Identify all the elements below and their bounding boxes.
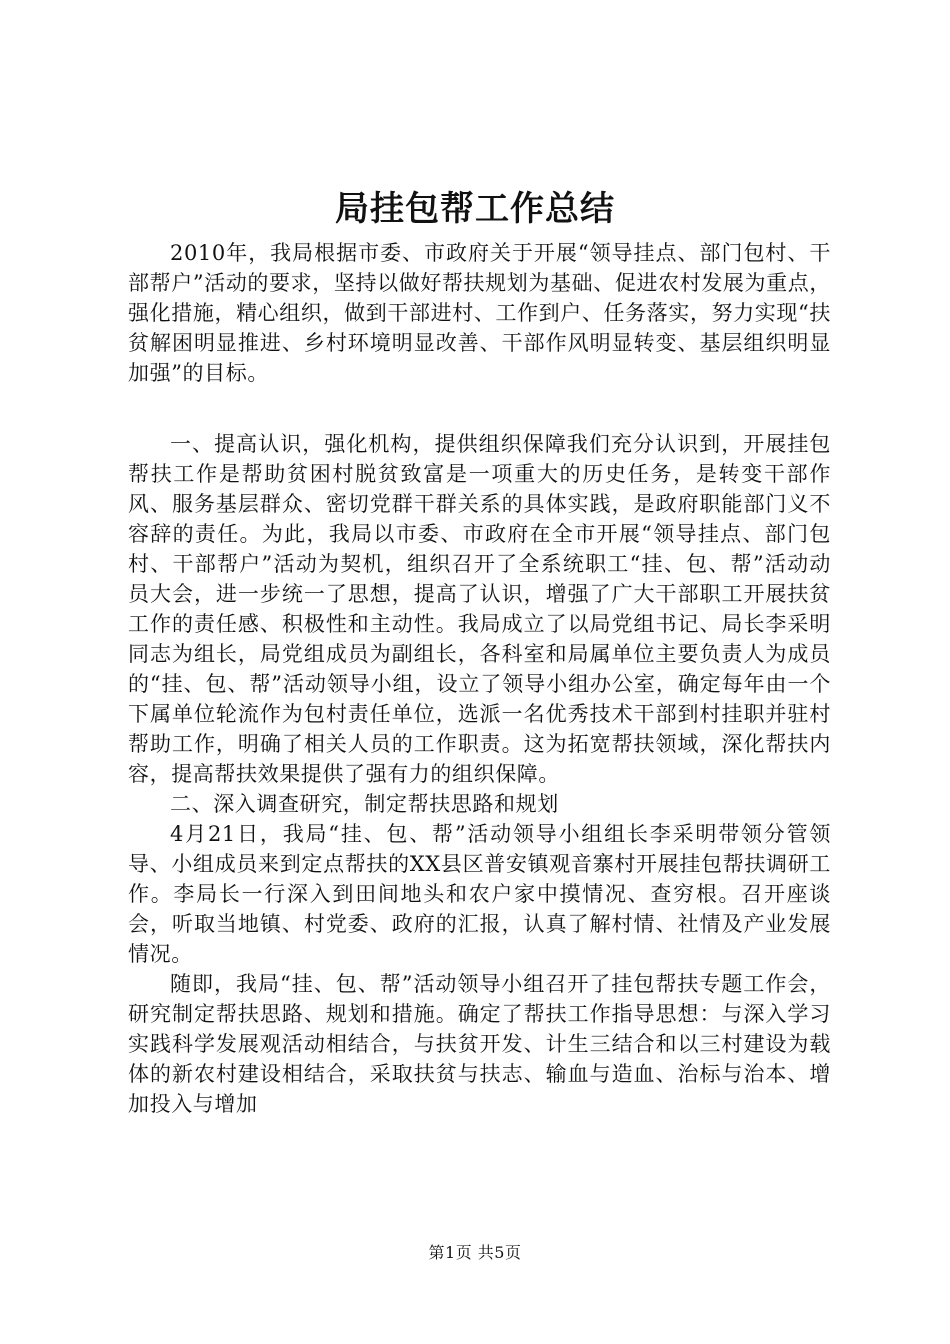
investigation-paragraph: 4月21日，我局“挂、包、帮”活动领导小组组长李采明带领分管领导、小组成员来到定点帮扶的XX县区普安镇观音寨村开展挂包帮扶调研工作。李局长一行深入到田间地头和农户家中摸情况、查穷根。召开座谈会，听取当地镇、村党委、政府的汇报，认真了解村情、社情及产业发展情况。 bbox=[128, 822, 831, 966]
section-one-paragraph: 一、提高认识，强化机构，提供组织保障我们充分认识到，开展挂包帮扶工作是帮助贫困村脱贫致富是一项重大的历史任务，是转变干部作风、服务基层群众、密切党群干群关系的具体实践，是政府职能部门义不容辞的责任。为此，我局以市委、市政府在全市开展“领导挂点、部门包村、干部帮户”活动为契机，组织召开了全系统职工“挂、包、帮”活动动员大会，进一步统一了思想，提高了认识，增强了广大干部职工开展扶贫工作的责任感、积极性和主动性。我局成立了以局党组书记、局长李采明同志为组长，局党组成员为副组长，各科室和局属单位主要负责人为成员的“挂、包、帮”活动领导小组，设立了领导小组办公室，确定每年由一个下属单位轮流作为包村责任单位，选派一名优秀技术干部到村挂职并驻村帮助工作，明确了相关人员的工作职责。这为拓宽帮扶领域，深化帮扶内容，提高帮扶效果提供了强有力的组织保障。 bbox=[128, 432, 831, 786]
page-number-footer: 第1页 共5页 bbox=[428, 1243, 522, 1262]
planning-paragraph: 随即，我局“挂、包、帮”活动领导小组召开了挂包帮扶专题工作会，研究制定帮扶思路、规划和措施。确定了帮扶工作指导思想：与深入学习实践科学发展观活动相结合，与扶贫开发、计生三结合和以三村建设为载体的新农村建设相结合，采取扶贫与扶志、输血与造血、治标与治本、增加投入与增加 bbox=[128, 972, 831, 1116]
section-two-heading: 二、深入调查研究，制定帮扶思路和规划 bbox=[170, 792, 559, 816]
document-body bbox=[128, 238, 831, 1119]
intro-paragraph: 2010年，我局根据市委、市政府关于开展“领导挂点、部门包村、干部帮户”活动的要求，坚持以做好帮扶规划为基础、促进农村发展为重点，强化措施，精心组织，做到干部进村、工作到户、任务落实，努力实现“扶贫解困明显推进、乡村环境明显改善、干部作风明显转变、基层组织明显加强”的目标。 bbox=[128, 241, 831, 385]
paragraph-gap bbox=[128, 388, 831, 429]
document-title: 局挂包帮工作总结 bbox=[335, 189, 615, 229]
